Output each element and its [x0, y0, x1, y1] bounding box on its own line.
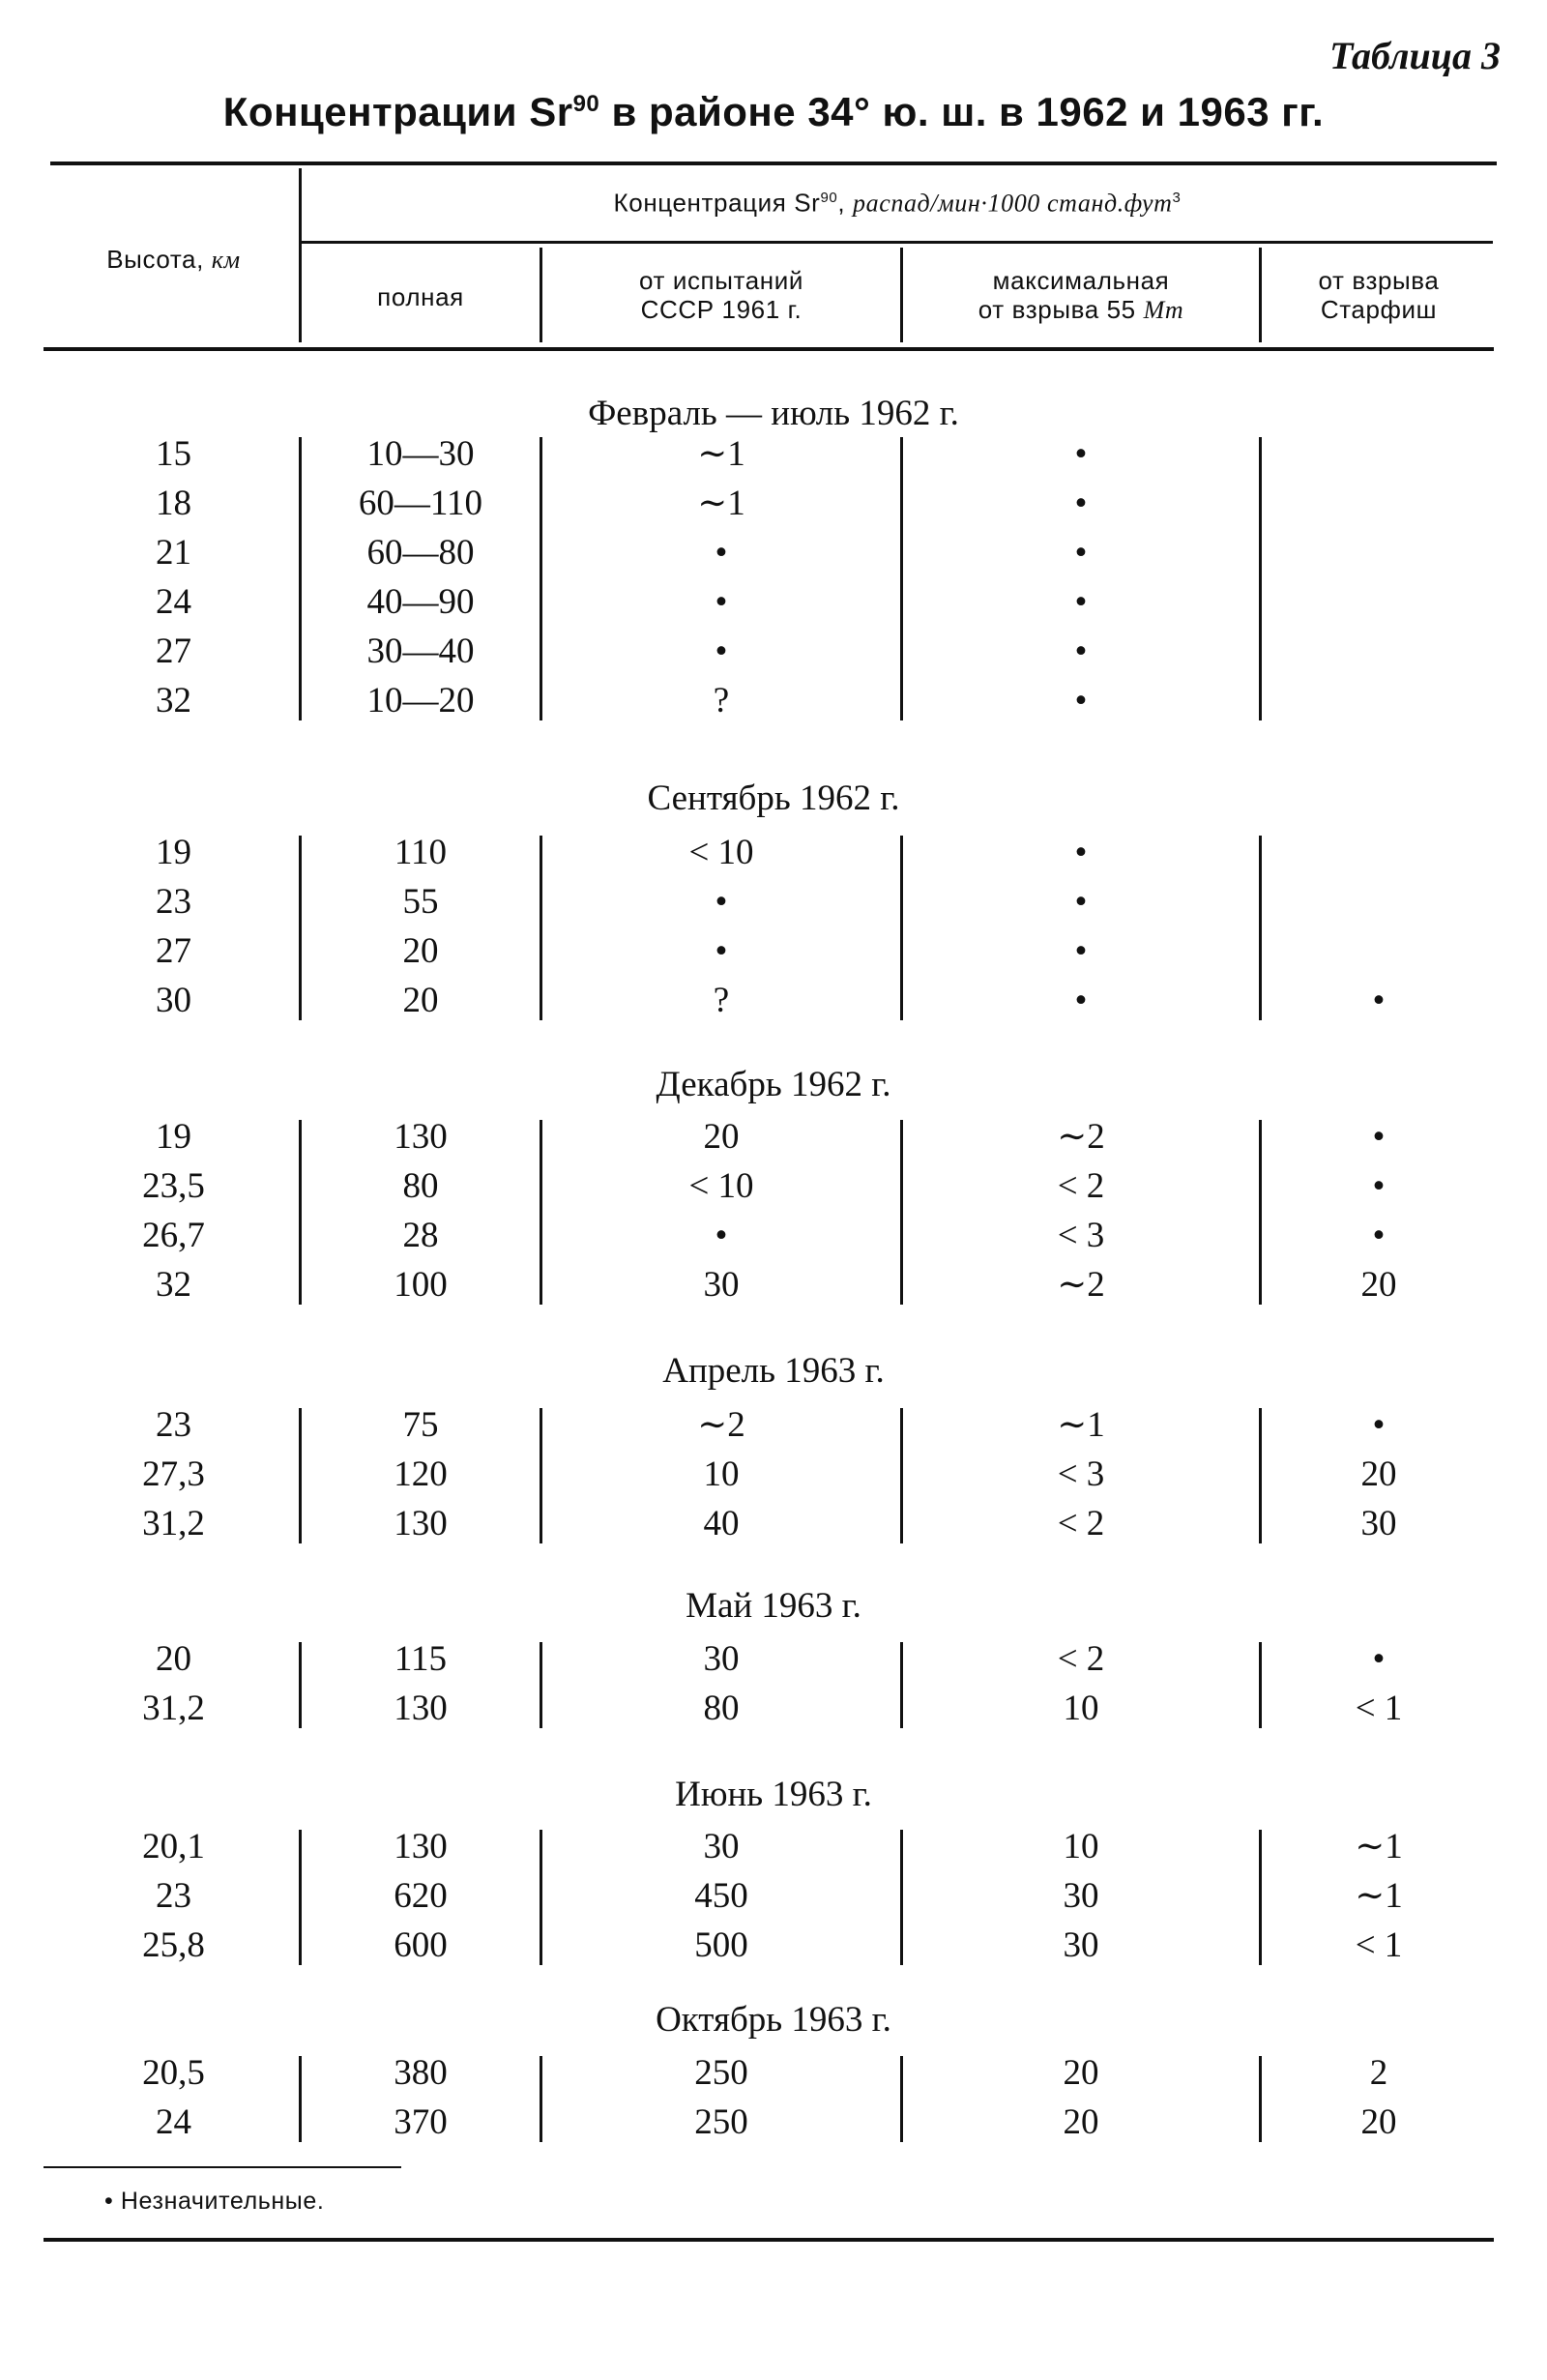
cell-ussr-1961: 30 — [703, 1827, 740, 1866]
cell-height: 30 — [156, 981, 191, 1020]
cell-max-55mt: • — [1074, 833, 1088, 872]
cell-height: 24 — [156, 582, 191, 622]
cell-ussr-1961: 30 — [703, 1639, 740, 1679]
cell-starfish: 20 — [1360, 1265, 1397, 1305]
header-group-unit: распад/мин·1000 станд.фут — [853, 189, 1173, 218]
cell-max-55mt: 30 — [1063, 1876, 1099, 1916]
header-col-ussr-line1: от испытаний — [639, 266, 803, 295]
cell-max-55mt: ∼1 — [1057, 1405, 1105, 1445]
section-column-divider — [1259, 2056, 1262, 2142]
cell-ussr-1961: • — [715, 931, 728, 971]
cell-max-55mt: ∼2 — [1057, 1117, 1105, 1157]
cell-max-55mt: 30 — [1063, 1925, 1099, 1965]
title-superscript: 90 — [572, 91, 600, 117]
section-column-divider — [900, 437, 903, 720]
header-col-max55-line2-text: от взрыва 55 — [978, 295, 1144, 324]
cell-total: 130 — [394, 1689, 448, 1728]
cell-max-55mt: • — [1074, 931, 1088, 971]
footnote: • Незначительные. — [104, 2188, 325, 2215]
header-height-unit: км — [211, 246, 241, 274]
cell-total: 115 — [394, 1639, 448, 1679]
cell-max-55mt: ∼2 — [1057, 1265, 1105, 1305]
header-col-ussr-line2: СССР 1961 г. — [640, 295, 803, 324]
section-column-divider — [540, 1408, 542, 1543]
cell-total: 28 — [402, 1216, 439, 1255]
cell-ussr-1961: • — [715, 882, 728, 922]
table-title — [0, 89, 1547, 135]
cell-starfish: • — [1372, 1117, 1386, 1157]
header-divider-2 — [900, 248, 903, 342]
cell-ussr-1961: 30 — [703, 1265, 740, 1305]
cell-starfish — [1263, 832, 1495, 874]
cell-ussr-1961: ? — [713, 681, 730, 720]
cell-total: 110 — [394, 833, 448, 872]
cell-starfish: • — [1372, 1639, 1386, 1679]
header-divider-3 — [1259, 248, 1262, 342]
cell-starfish: < 1 — [1355, 1925, 1403, 1965]
cell-height: 23 — [156, 1876, 191, 1916]
cell-height: 24 — [156, 2102, 191, 2142]
cell-starfish: 20 — [1360, 1454, 1397, 1494]
cell-max-55mt: • — [1074, 882, 1088, 922]
cell-max-55mt: 20 — [1063, 2102, 1099, 2142]
header-col-starfish — [1263, 266, 1495, 324]
section-title: Февраль — июль 1962 г. — [588, 394, 959, 433]
cell-ussr-1961: • — [715, 632, 728, 671]
section-column-divider — [540, 1642, 542, 1728]
section-column-divider — [900, 2056, 903, 2142]
cell-height: 32 — [156, 1265, 191, 1305]
section-column-divider — [540, 1120, 542, 1305]
section-title: Май 1963 г. — [686, 1586, 861, 1626]
cell-max-55mt: < 3 — [1057, 1216, 1105, 1255]
cell-total: 620 — [394, 1876, 448, 1916]
cell-total: 130 — [394, 1117, 448, 1157]
cell-starfish — [1263, 631, 1495, 673]
cell-height: 27 — [156, 931, 191, 971]
cell-max-55mt: < 3 — [1057, 1454, 1105, 1494]
section-column-divider — [900, 1120, 903, 1305]
section-column-divider — [540, 2056, 542, 2142]
cell-total: 60—80 — [366, 533, 475, 573]
cell-height: 31,2 — [142, 1689, 205, 1728]
cell-ussr-1961: 40 — [703, 1504, 740, 1543]
cell-starfish: 20 — [1360, 2102, 1397, 2142]
cell-height: 15 — [156, 434, 191, 474]
header-col-starfish-line1: от взрыва — [1318, 266, 1440, 295]
cell-total: 370 — [394, 2102, 448, 2142]
cell-height: 25,8 — [142, 1925, 205, 1965]
cell-height: 32 — [156, 681, 191, 720]
table-label: Таблица 3 — [1329, 34, 1501, 77]
cell-starfish — [1263, 581, 1495, 624]
cell-starfish — [1263, 433, 1495, 476]
header-group — [302, 184, 1493, 219]
section-column-divider — [1259, 437, 1262, 720]
cell-starfish: • — [1372, 1166, 1386, 1206]
cell-starfish: • — [1372, 1216, 1386, 1255]
cell-max-55mt: • — [1074, 582, 1088, 622]
cell-total: 60—110 — [358, 484, 483, 523]
header-group-prefix: Концентрация Sr — [613, 188, 821, 218]
section-title: Апрель 1963 г. — [662, 1351, 885, 1391]
section-column-divider — [1259, 836, 1262, 1020]
cell-total: 600 — [394, 1925, 448, 1965]
section-column-divider — [900, 1642, 903, 1728]
cell-ussr-1961: 500 — [694, 1925, 748, 1965]
cell-ussr-1961: < 10 — [688, 833, 754, 872]
cell-max-55mt: 20 — [1063, 2053, 1099, 2093]
cell-max-55mt: • — [1074, 533, 1088, 573]
cell-height: 18 — [156, 484, 191, 523]
section-column-divider — [1259, 1408, 1262, 1543]
cell-total: 10—20 — [366, 681, 475, 720]
cell-max-55mt: < 2 — [1057, 1166, 1105, 1206]
header-col-max55-unit: Mт — [1143, 296, 1184, 324]
section-column-divider — [900, 1830, 903, 1965]
cell-ussr-1961: 10 — [703, 1454, 740, 1494]
cell-ussr-1961: ∼1 — [697, 434, 745, 474]
cell-total: 75 — [402, 1405, 439, 1445]
section-title: Декабрь 1962 г. — [656, 1065, 891, 1104]
cell-height: 20,5 — [142, 2053, 205, 2093]
section-title: Сентябрь 1962 г. — [647, 779, 900, 818]
cell-height: 26,7 — [142, 1216, 205, 1255]
footnote-rule — [44, 2166, 401, 2168]
cell-height: 27 — [156, 632, 191, 671]
cell-height: 27,3 — [142, 1454, 205, 1494]
cell-total: 20 — [402, 931, 439, 971]
section-column-divider — [1259, 1642, 1262, 1728]
header-bottom-rule — [44, 347, 1494, 351]
section-column-divider — [540, 1830, 542, 1965]
cell-total: 55 — [402, 882, 439, 922]
header-col-total-line1: полная — [377, 282, 464, 311]
cell-starfish: • — [1372, 981, 1386, 1020]
cell-starfish — [1263, 532, 1495, 574]
cell-total: 130 — [394, 1504, 448, 1543]
header-col-max55-line1: максимальная — [992, 266, 1170, 295]
cell-height: 20,1 — [142, 1827, 205, 1866]
section-column-divider — [900, 1408, 903, 1543]
cell-ussr-1961: • — [715, 1216, 728, 1255]
cell-starfish: < 1 — [1355, 1689, 1403, 1728]
title-prefix: Концентрации Sr — [222, 89, 573, 134]
cell-max-55mt: < 2 — [1057, 1504, 1105, 1543]
header-col-starfish-line2: Старфиш — [1320, 295, 1438, 324]
cell-max-55mt: 10 — [1063, 1689, 1099, 1728]
bottom-rule — [44, 2238, 1494, 2242]
section-column-divider — [1259, 1120, 1262, 1305]
cell-total: 40—90 — [366, 582, 475, 622]
header-height — [50, 245, 297, 275]
cell-ussr-1961: 250 — [694, 2102, 748, 2142]
cell-max-55mt: 10 — [1063, 1827, 1099, 1866]
cell-ussr-1961: • — [715, 533, 728, 573]
cell-height: 21 — [156, 533, 191, 573]
header-group-rule — [302, 241, 1493, 244]
section-column-divider — [540, 836, 542, 1020]
cell-height: 19 — [156, 1117, 191, 1157]
header-col-total — [302, 282, 540, 311]
header-group-superscript: 90 — [820, 190, 838, 206]
section-column-divider — [1259, 1830, 1262, 1965]
cell-total: 120 — [394, 1454, 448, 1494]
cell-starfish: ∼1 — [1355, 1827, 1403, 1866]
cell-max-55mt: • — [1074, 981, 1088, 1020]
cell-ussr-1961: 80 — [703, 1689, 740, 1728]
cell-total: 10—30 — [366, 434, 475, 474]
cell-total: 80 — [402, 1166, 439, 1206]
cell-starfish: 2 — [1369, 2053, 1388, 2093]
cell-height: 23,5 — [142, 1166, 205, 1206]
cell-ussr-1961: < 10 — [688, 1166, 754, 1206]
cell-max-55mt: • — [1074, 681, 1088, 720]
cell-starfish — [1263, 881, 1495, 924]
cell-height: 23 — [156, 1405, 191, 1445]
cell-starfish — [1263, 930, 1495, 973]
section-column-divider — [299, 437, 302, 720]
header-col-max55-line2 — [904, 295, 1258, 325]
header-group-comma: , — [837, 188, 853, 218]
section-title: Июнь 1963 г. — [675, 1775, 872, 1814]
cell-ussr-1961: 450 — [694, 1876, 748, 1916]
cell-ussr-1961: • — [715, 582, 728, 622]
cell-total: 100 — [394, 1265, 448, 1305]
section-column-divider — [900, 836, 903, 1020]
cell-total: 380 — [394, 2053, 448, 2093]
cell-ussr-1961: ∼2 — [697, 1405, 745, 1445]
cell-ussr-1961: 20 — [703, 1117, 740, 1157]
cell-total: 30—40 — [366, 632, 475, 671]
header-divider-1 — [540, 248, 542, 342]
cell-height: 20 — [156, 1639, 191, 1679]
cell-ussr-1961: ? — [713, 981, 730, 1020]
cell-starfish: • — [1372, 1405, 1386, 1445]
cell-starfish — [1263, 680, 1495, 722]
cell-starfish — [1263, 483, 1495, 525]
cell-height: 31,2 — [142, 1504, 205, 1543]
header-height-label: Высота, — [106, 245, 212, 274]
top-rule — [50, 162, 1497, 165]
cell-max-55mt: < 2 — [1057, 1639, 1105, 1679]
cell-height: 23 — [156, 882, 191, 922]
cell-total: 130 — [394, 1827, 448, 1866]
cell-ussr-1961: 250 — [694, 2053, 748, 2093]
cell-total: 20 — [402, 981, 439, 1020]
cell-max-55mt: • — [1074, 632, 1088, 671]
title-suffix: в районе 34° ю. ш. в 1962 и 1963 гг. — [599, 89, 1325, 134]
cell-max-55mt: • — [1074, 484, 1088, 523]
cell-height: 19 — [156, 833, 191, 872]
header-col-max55 — [904, 266, 1258, 325]
cell-starfish: ∼1 — [1355, 1876, 1403, 1916]
section-title: Октябрь 1963 г. — [656, 2000, 891, 2040]
section-column-divider — [540, 437, 542, 720]
cell-max-55mt: • — [1074, 434, 1088, 474]
header-col-ussr — [543, 266, 899, 324]
header-group-unit-superscript: 3 — [1172, 190, 1182, 206]
cell-ussr-1961: ∼1 — [697, 484, 745, 523]
cell-starfish: 30 — [1360, 1504, 1397, 1543]
